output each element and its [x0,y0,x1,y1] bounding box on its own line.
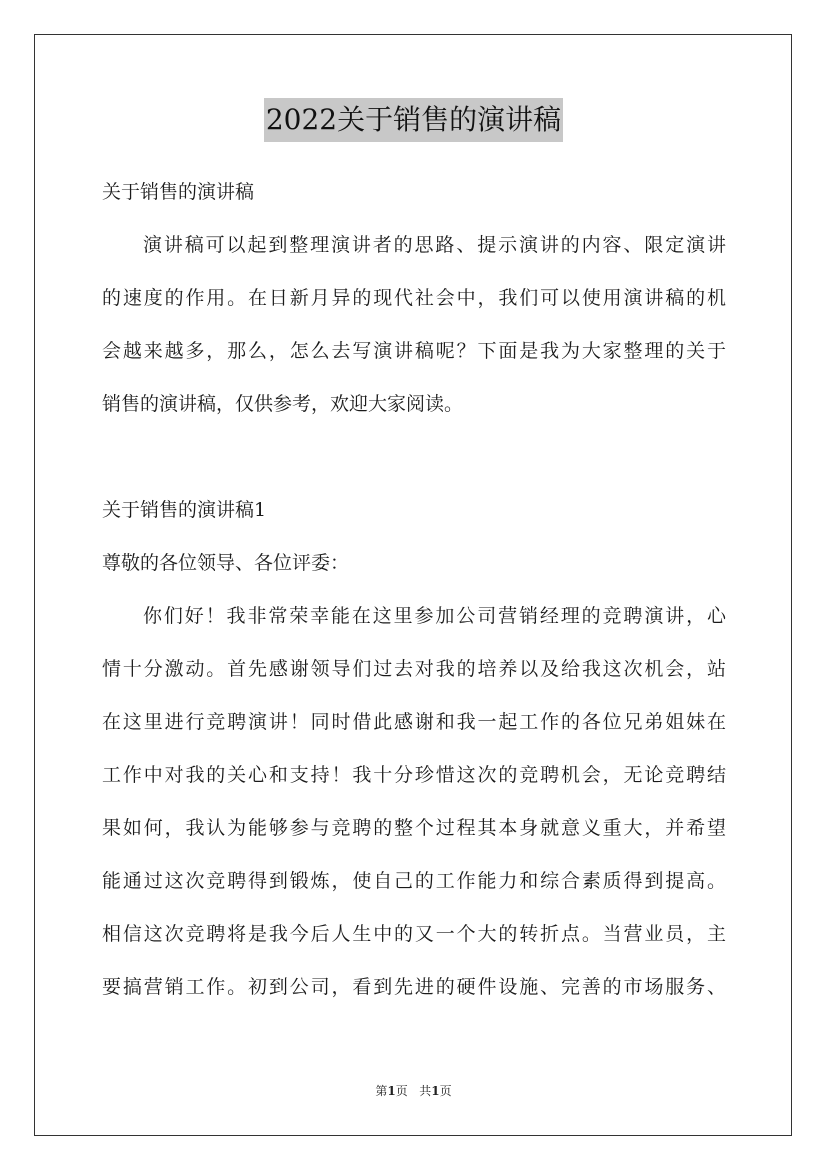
body-line: 能通过这次竞聘得到锻炼，使自己的工作能力和综合素质得到提高。 [102,870,726,892]
total-prefix: 共 [419,1084,432,1098]
body-line: 相信这次竞聘将是我今后人生中的又一个大的转折点。当营业员，主 [102,923,726,945]
page-footer [0,1082,827,1099]
body-line: 你们好！我非常荣幸能在这里参加公司营销经理的竞聘演讲，心 [143,605,726,627]
section-heading: 关于销售的演讲稿1 [102,499,267,521]
body-line: 工作中对我的关心和支持！我十分珍惜这次的竞聘机会，无论竞聘结 [102,764,726,786]
page-current: 1 [387,1084,396,1098]
paragraph-gap [102,431,726,484]
salutation: 尊敬的各位领导、各位评委： [102,552,350,574]
title-container [0,98,827,142]
intro-line: 销售的演讲稿，仅供参考，欢迎大家阅读。 [102,393,464,415]
document-title: 2022关于销售的演讲稿 [264,98,563,142]
page-total: 1 [431,1084,440,1098]
page-suffix: 页 [395,1084,408,1098]
body-line: 果如何，我认为能够参与竞聘的整个过程其本身就意义重大，并希望 [102,817,726,839]
document-subtitle: 关于销售的演讲稿 [102,181,255,203]
intro-line: 会越来越多，那么，怎么去写演讲稿呢？下面是我为大家整理的关于 [102,340,726,362]
body-line: 情十分激动。首先感谢领导们过去对我的培养以及给我这次机会，站 [102,658,726,680]
body-line: 要搞营销工作。初到公司，看到先进的硬件设施、完善的市场服务、 [102,976,726,998]
body-line: 在这里进行竞聘演讲！同时借此感谢和我一起工作的各位兄弟姐妹在 [102,711,726,733]
intro-line: 演讲稿可以起到整理演讲者的思路、提示演讲的内容、限定演讲 [143,234,726,256]
document-body [102,166,726,1014]
total-suffix: 页 [439,1084,452,1098]
page-prefix: 第 [375,1084,388,1098]
intro-line: 的速度的作用。在日新月异的现代社会中，我们可以使用演讲稿的机 [102,287,726,309]
